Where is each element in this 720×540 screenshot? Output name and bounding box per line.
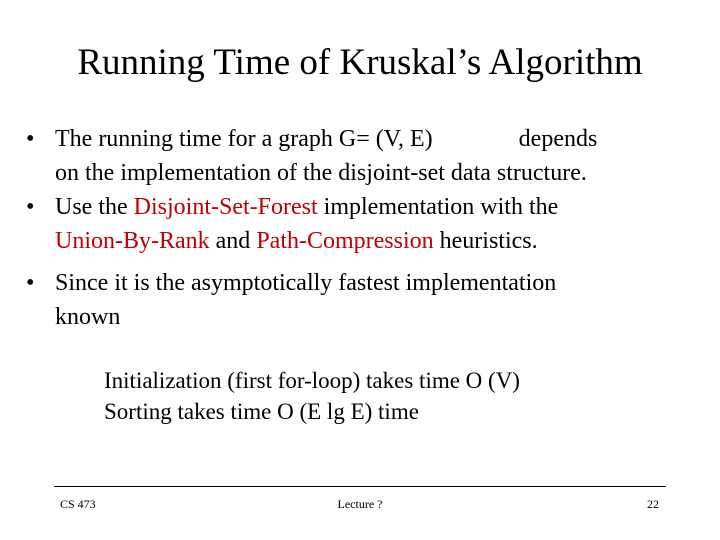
footer-divider <box>54 486 666 487</box>
bullet-running-time <box>26 122 706 190</box>
bullet-text: and <box>209 228 257 254</box>
footer-page-number: 22 <box>647 497 659 511</box>
bullet-text: heuristics. <box>433 228 538 254</box>
bullet-marker: • <box>26 270 35 296</box>
bullet-marker: • <box>26 194 35 220</box>
sub-point-sorting: Sorting takes time O (E lg E) time <box>104 399 419 424</box>
bullet-text: on the implementation of the disjoint-set data structure. <box>55 160 587 186</box>
highlight-union-by-rank: Union-By-Rank <box>55 228 210 254</box>
highlight-path-compression: Path-Compression <box>256 228 434 254</box>
bullet-implementation <box>26 190 706 258</box>
bullet-fastest <box>26 266 706 334</box>
bullet-line <box>55 190 706 224</box>
bullet-marker: • <box>26 126 35 152</box>
bullet-line <box>55 122 706 156</box>
sub-point-initialization: Initialization (first for-loop) takes time O (V) <box>104 368 520 393</box>
bullet-line <box>55 224 706 258</box>
bullet-text: The running time for a graph G= (V, E) <box>55 126 433 152</box>
bullet-text: known <box>55 304 121 330</box>
bullet-text: implementation with the <box>317 194 559 220</box>
sub-points <box>104 365 520 427</box>
bullet-list <box>26 122 706 334</box>
footer-lecture: Lecture ? <box>337 497 383 511</box>
bullet-text: depends <box>518 126 598 152</box>
bullet-text: Since it is the asymptotically fastest implementation <box>55 270 557 296</box>
slide-title: Running Time of Kruskal’s Algorithm <box>77 42 643 83</box>
footer-course: CS 473 <box>60 497 96 511</box>
bullet-text: Use the <box>55 194 134 220</box>
highlight-disjoint-set-forest: Disjoint-Set-Forest <box>133 194 318 220</box>
